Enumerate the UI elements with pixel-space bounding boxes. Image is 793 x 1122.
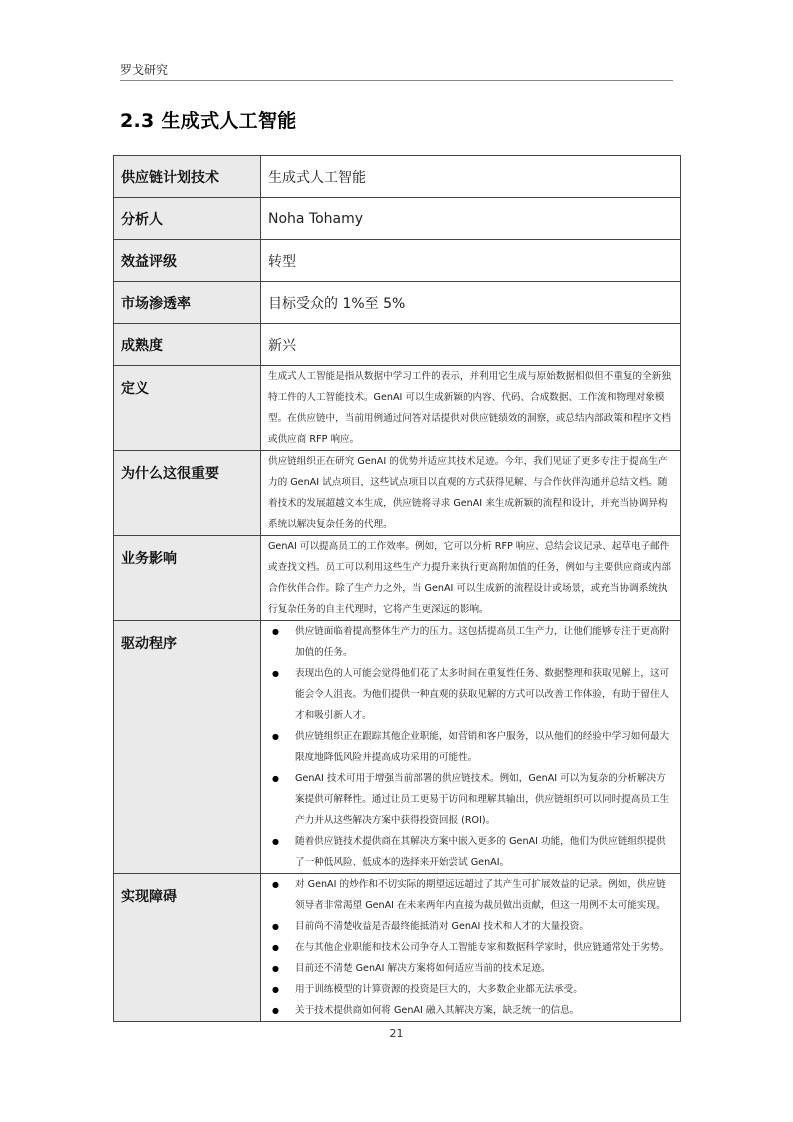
bullet-item: ● 随着供应链技术提供商在其解决方案中嵌入更多的 GenAI 功能，他们为供应链组织提供了一种低风险、低成本的选择来开始尝试 GenAI。 [268,831,674,873]
bullet-item: ● 供应链组织正在跟踪其他企业职能，如营销和客户服务，以从他们的经验中学习如何最大限度地降低风险并提高成功采用的可能性。 [268,726,674,768]
row-paragraph: GenAI 可以提高员工的工作效率。例如，它可以分析 RFP 响应、总结会议记录、起草电子邮件或查找文档。员工可以利用这些生产力提升来执行更高附加值的任务，例如与主要供应商或内部合作伙伴合作。除了生产力之外，当 GenAI 可以生成新的流程设计或场景，或充当协调系统执行复杂任务的自主代理时，它将产生更深远的影响。 [261,536,681,621]
row-label: 成熟度 [114,324,261,366]
row-label-text: 实现障碍 [121,889,177,905]
row-value: 目标受众的 1%至 5% [261,282,681,324]
row-label-text: 定义 [121,381,149,397]
bullet-item: ● 目前尚不清楚收益是否最终能抵消对 GenAI 技术和人才的大量投资。 [268,916,674,937]
table-row-why-important [114,451,681,536]
row-label: 效益评级 [114,240,261,282]
row-label [114,451,261,536]
row-label [114,366,261,451]
row-value: 生成式人工智能 [261,156,681,198]
row-label: 市场渗透率 [114,282,261,324]
header-title: 罗戈研究 [120,63,169,77]
table-row-definition [114,366,681,451]
row-label-text: 驱动程序 [121,636,177,652]
table-row-market-penetration [114,282,681,324]
table-row-drivers [114,621,681,874]
table-row-analyst [114,198,681,240]
row-paragraph: 供应链组织正在研究 GenAI 的优势并适应其技术足迹。今年，我们见证了更多专注于提高生产力的 GenAI 试点项目，这些试点项目以直观的方式获得见解、与合作伙伴沟通并总结文档。随着技术的发展超越文本生成，供应链将寻求 GenAI 来生成新颖的流程和设计，并充当协调异构系统以解决复杂任务的代理。 [261,451,681,536]
row-paragraph: 生成式人工智能是指从数据中学习工件的表示，并利用它生成与原始数据相似但不重复的全新独特工件的人工智能技术。GenAI 可以生成新颖的内容、代码、合成数据、工作流和物理对象模型。在供应链中，当前用例通过问答对话提供对供应链绩效的洞察，或总结内部政策和程序文档或供应商 RFP 响应。 [261,366,681,451]
row-label [114,536,261,621]
row-bullet-cell [261,621,681,874]
row-value: Noha Tohamy [261,198,681,240]
table-row-business-impact [114,536,681,621]
technology-profile-table [113,155,681,1022]
page-number: 21 [389,1027,404,1040]
bullet-item: ● 目前还不清楚 GenAI 解决方案将如何适应当前的技术足迹。 [268,958,674,979]
bullet-item: ● 供应链面临着提高整体生产力的压力。这包括提高员工生产力，让他们能够专注于更高附加值的任务。 [268,621,674,663]
running-header [120,60,673,81]
table-row-obstacles [114,874,681,1022]
table-row-maturity [114,324,681,366]
bullet-item: ● 在与其他企业职能和技术公司争夺人工智能专家和数据科学家时，供应链通常处于劣势。 [268,937,674,958]
table-row-technology [114,156,681,198]
bullet-item: ● GenAI 技术可用于增强当前部署的供应链技术。例如，GenAI 可以为复杂的分析解决方案提供可解释性。通过让员工更易于访问和理解其输出，供应链组织可以同时提高员工生产力并从这些解决方案中获得投资回报 (ROI)。 [268,768,674,831]
row-value: 转型 [261,240,681,282]
row-value: 新兴 [261,324,681,366]
bullet-item: ● 用于训练模型的计算资源的投资是巨大的，大多数企业都无法承受。 [268,979,674,1000]
row-label: 分析人 [114,198,261,240]
drivers-bullet-list [268,621,674,873]
row-label [114,874,261,1022]
obstacles-bullet-list [268,874,674,1021]
bullet-item: ● 表现出色的人可能会觉得他们花了太多时间在重复性任务、数据整理和获取见解上，这可能会令人沮丧。为他们提供一种直观的获取见解的方式可以改善工作体验，有助于留住人才和吸引新人才。 [268,663,674,726]
table-row-benefit-rating [114,240,681,282]
row-label-text: 为什么这很重要 [121,466,219,482]
section-title: 2.3 生成式人工智能 [120,110,297,132]
row-label-text: 业务影响 [121,551,177,567]
bullet-item: ● 对 GenAI 的炒作和不切实际的期望远远超过了其产生可扩展效益的记录。例如，供应链领导者非常渴望 GenAI 在未来两年内直接为裁员做出贡献，但这一用例不太可能实现。 [268,874,674,916]
row-label: 供应链计划技术 [114,156,261,198]
bullet-item: ● 关于技术提供商如何将 GenAI 融入其解决方案，缺乏统一的信息。 [268,1000,674,1021]
row-bullet-cell [261,874,681,1022]
row-label [114,621,261,874]
